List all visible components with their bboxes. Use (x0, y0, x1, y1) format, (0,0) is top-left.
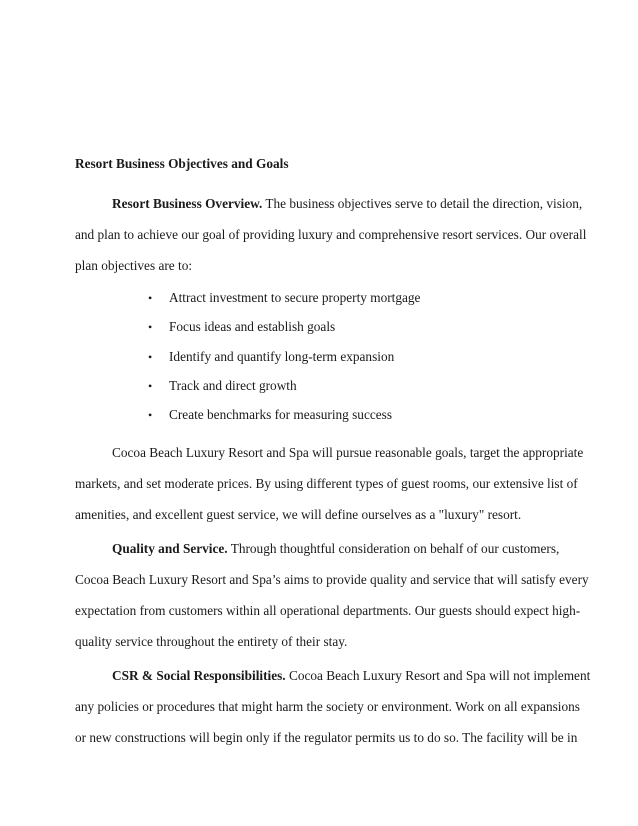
cocoa-text-line-2: markets, and set moderate prices. By using different types of guest rooms, our extensive list of (75, 476, 578, 491)
list-item (147, 378, 420, 407)
csr-text-line-3: or new constructions will begin only if the regulator permits us to do so. The facility will be in (75, 730, 578, 745)
quality-text-line-1: Through thoughtful consideration on behalf of our customers, (227, 541, 560, 556)
bullet-icon: • (148, 349, 153, 364)
bullet-icon: • (148, 378, 153, 393)
bullet-icon: • (148, 408, 153, 423)
overview-text-line-2: and plan to achieve our goal of providing luxury and comprehensive resort services. Our overall (75, 227, 587, 242)
list-item-text: Identify and quantify long-term expansion (169, 348, 395, 364)
quality-title: Quality and Service. (112, 541, 228, 556)
csr-first-line (112, 668, 590, 684)
overview-text-line-1: The business objectives serve to detail the direction, vision, (262, 196, 583, 211)
quality-text-line-2: Cocoa Beach Luxury Resort and Spa’s aims to provide quality and service that will satisfy every (75, 572, 589, 587)
document-heading: Resort Business Objectives and Goals (75, 156, 289, 171)
bullet-icon: • (148, 320, 153, 335)
list-item (147, 349, 420, 378)
csr-text-line-1: Cocoa Beach Luxury Resort and Spa will not implement (285, 668, 591, 683)
list-item (147, 407, 420, 436)
csr-text-line-2: any policies or procedures that might harm the society or environment. Work on all expansions (75, 699, 580, 714)
bullet-icon: • (148, 291, 153, 305)
list-item (147, 290, 420, 319)
list-item-text: Track and direct growth (169, 377, 297, 393)
overview-text-line-3: plan objectives are to: (75, 258, 193, 273)
overview-title: Resort Business Overview. (112, 196, 263, 211)
csr-title: CSR & Social Responsibilities. (112, 668, 286, 683)
list-item-text: Focus ideas and establish goals (169, 319, 336, 335)
quality-first-line (112, 541, 559, 557)
list-item-text: Create benchmarks for measuring success (169, 407, 393, 423)
list-item-text: Attract investment to secure property mortgage (169, 290, 421, 305)
list-item (147, 319, 420, 348)
objectives-list (147, 290, 420, 436)
quality-text-line-4: quality service throughout the entirety of their stay. (75, 634, 348, 649)
cocoa-text-line-3: amenities, and excellent guest service, we will define ourselves as a "luxury" resort. (75, 507, 522, 522)
cocoa-text-line-1: Cocoa Beach Luxury Resort and Spa will pursue reasonable goals, target the appropriate (112, 445, 584, 460)
quality-text-line-3: expectation from customers within all operational departments. Our guests should expect high- (75, 603, 581, 618)
overview-first-line (112, 196, 582, 212)
